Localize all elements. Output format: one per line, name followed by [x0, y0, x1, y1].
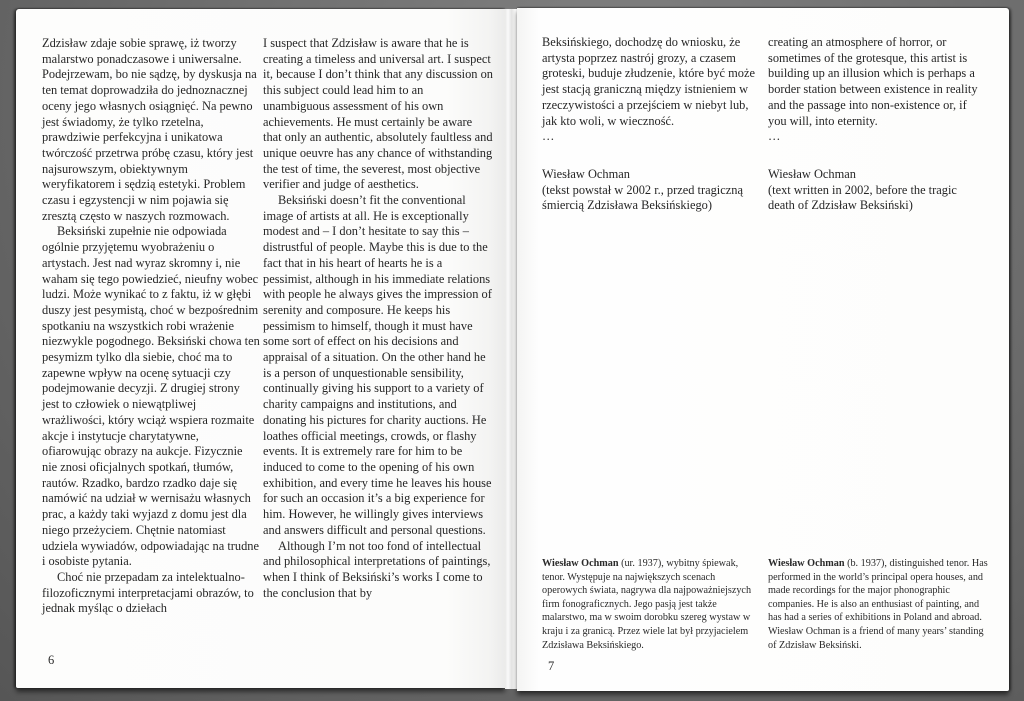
english-paragraph: Beksiński doesn’t fit the conventional image of artists at all. He is exceptionally modest and – I don’t hesitate to say this – distrustful of people. Maybe this is due to the fact that in his heart of hearts he is a pessimist, although in his immediate relations with people he always gives the impression of serenity and composure. He keeps his pessimism to himself, though it must have some sort of effect on his decisions and appraisal of a situation. On the other hand he is a person of unquestionable sensibility, continually giving his support to a variety of charity campaigns and institutions, and donating his pictures for charity auctions. He loathes official meetings, crowds, or flashy events. It is extremely rare for him to be induced to come to the opening of his own exhibition, and every time he leaves his house for such an occasion it’s a big experience for him. However, he willingly gives interviews and answers difficult and personal questions.: [263, 193, 492, 537]
author-signature-english: [768, 167, 986, 214]
english-paragraph: Although I’m not too fond of intellectual and philosophical interpretations of paintings, when I think of Beksiński’s works I come to the conclusion that by: [263, 538, 491, 600]
author-signature-polish: [542, 167, 760, 214]
polish-paragraph: Beksińskiego, dochodzę do wniosku, że artysta poprzez nastrój grozy, a czasem groteski, buduje złudzenie, które być może jest stacją graniczną między istnieniem w rzeczywistości a przejściem w niebyt lub, jak kto woli, w wieczność.: [542, 35, 755, 128]
biography-footnote-polish: [542, 557, 762, 652]
ellipsis-mark: …: [542, 129, 557, 144]
page-right: [517, 8, 1009, 691]
footnote-author-name: Wiesław Ochman: [542, 558, 619, 569]
book-spine-gutter: [505, 9, 517, 689]
english-paragraph: creating an atmosphere of horror, or sometimes of the grotesque, this artist is building up an illusion which is perhaps a border station between existence in reality and the passage into non-existence or, if you will, into eternity.: [768, 35, 978, 128]
footnote-text: (b. 1937), distinguished tenor. Has performed in the world’s principal opera houses, and made recordings for the major phonographic companies. He is also an enthusiast of painting, and has had a series of exhibitions in Poland and abroad. Wiesław Ochman is a friend of many years’ standing of Zdzisław Beksiński.: [768, 558, 988, 651]
author-name: Wiesław Ochman: [768, 166, 856, 181]
author-name: Wiesław Ochman: [542, 166, 630, 181]
biography-footnote-english: [768, 557, 992, 652]
polish-paragraph: Beksiński zupełnie nie odpowiada ogólnie przyjętemu wyobrażeniu o artystach. Jest nad wyraz skromny i, nie waham się tego powiedzieć, nieufny wobec ludzi. Może wynikać to z faktu, iż w głębi duszy jest pesymistą, choć w bezpośrednim spotkaniu na wszystkich robi wrażenie niezwykle pogodnego. Beksiński chowa ten pesymizm tylko dla siebie, choć ma to zapewne wpływ na ocenę sytuacji czy podejmowanie decyzji. Z drugiej strony jest to człowiek o niewątpliwej wrażliwości, który wciąż wspiera rozmaite akcje i instytucje charytatywne, ofiarowując obrazy na aukcje. Fizycznie nie znosi oficjalnych spotkań, tłumów, rautów. Rzadko, bardzo rzadko daje się namówić na udział w wernisażu własnych prac, a każdy taki wyjazd z domu jest dla niego przeżyciem. Chętnie natomiast udziela wywiadów, odpowiadając na trudne i osobiste pytania.: [42, 224, 260, 569]
author-note: (text written in 2002, before the tragic death of Zdzisław Beksiński): [768, 182, 957, 213]
left-page-english-column: [263, 36, 493, 601]
footnote-author-name: Wiesław Ochman: [768, 558, 845, 569]
polish-paragraph: Zdzisław zdaje sobie sprawę, iż tworzy malarstwo ponadczasowe i uniwersalne. Podejrzewam, bo nie sądzę, by dyskusja na ten temat doprowadziła do jednoznacznej oceny jego własnych osiągnięć. Na pewno jest świadomy, że tylko rzetelna, prawdziwie perfekcyjna i unikatowa twórczość przetrwa próbę czasu, który jest najsurowszym, obiektywnym weryfikatorem i sędzią estetyki. Problem czasu i egzystencji w nim pojawia się zresztą często w naszych rozmowach.: [42, 36, 257, 223]
page-left: [16, 9, 505, 688]
open-book: [16, 8, 1009, 691]
right-page-polish-column: [542, 35, 760, 214]
left-page-polish-column: [42, 36, 260, 617]
ellipsis-mark: …: [768, 129, 783, 144]
page-number-right: 7: [548, 659, 555, 673]
author-note: (tekst powstał w 2002 r., przed tragiczną śmiercią Zdzisława Beksińskiego): [542, 182, 743, 213]
footnote-text: (ur. 1937), wybitny śpiewak, tenor. Występuje na największych scenach operowych świata, nagrywa dla najpoważniejszych firm fonograficznych. Jego pasją jest także malarstwo, ma w swoim dorobku szereg wystaw w kraju i za granicą. Przez wiele lat był przyjacielem Zdzisława Beksińskiego.: [542, 558, 752, 651]
english-paragraph: I suspect that Zdzisław is aware that he is creating a timeless and universal art. I suspect it, because I don’t think that any discussion on this subject could lead him to an unambiguous assessment of his own achievements. He must certainly be aware that only an authentic, absolutely faultless and unique oeuvre has any chance of withstanding the test of time, the severest, most objective verifier and judge of aesthetics.: [263, 36, 493, 192]
right-page-english-column: [768, 35, 986, 214]
page-number-left: 6: [48, 653, 55, 667]
polish-paragraph: Choć nie przepadam za intelektualno-filozoficznymi interpretacjami obrazów, to jednak myśląc o dziełach: [42, 569, 254, 616]
